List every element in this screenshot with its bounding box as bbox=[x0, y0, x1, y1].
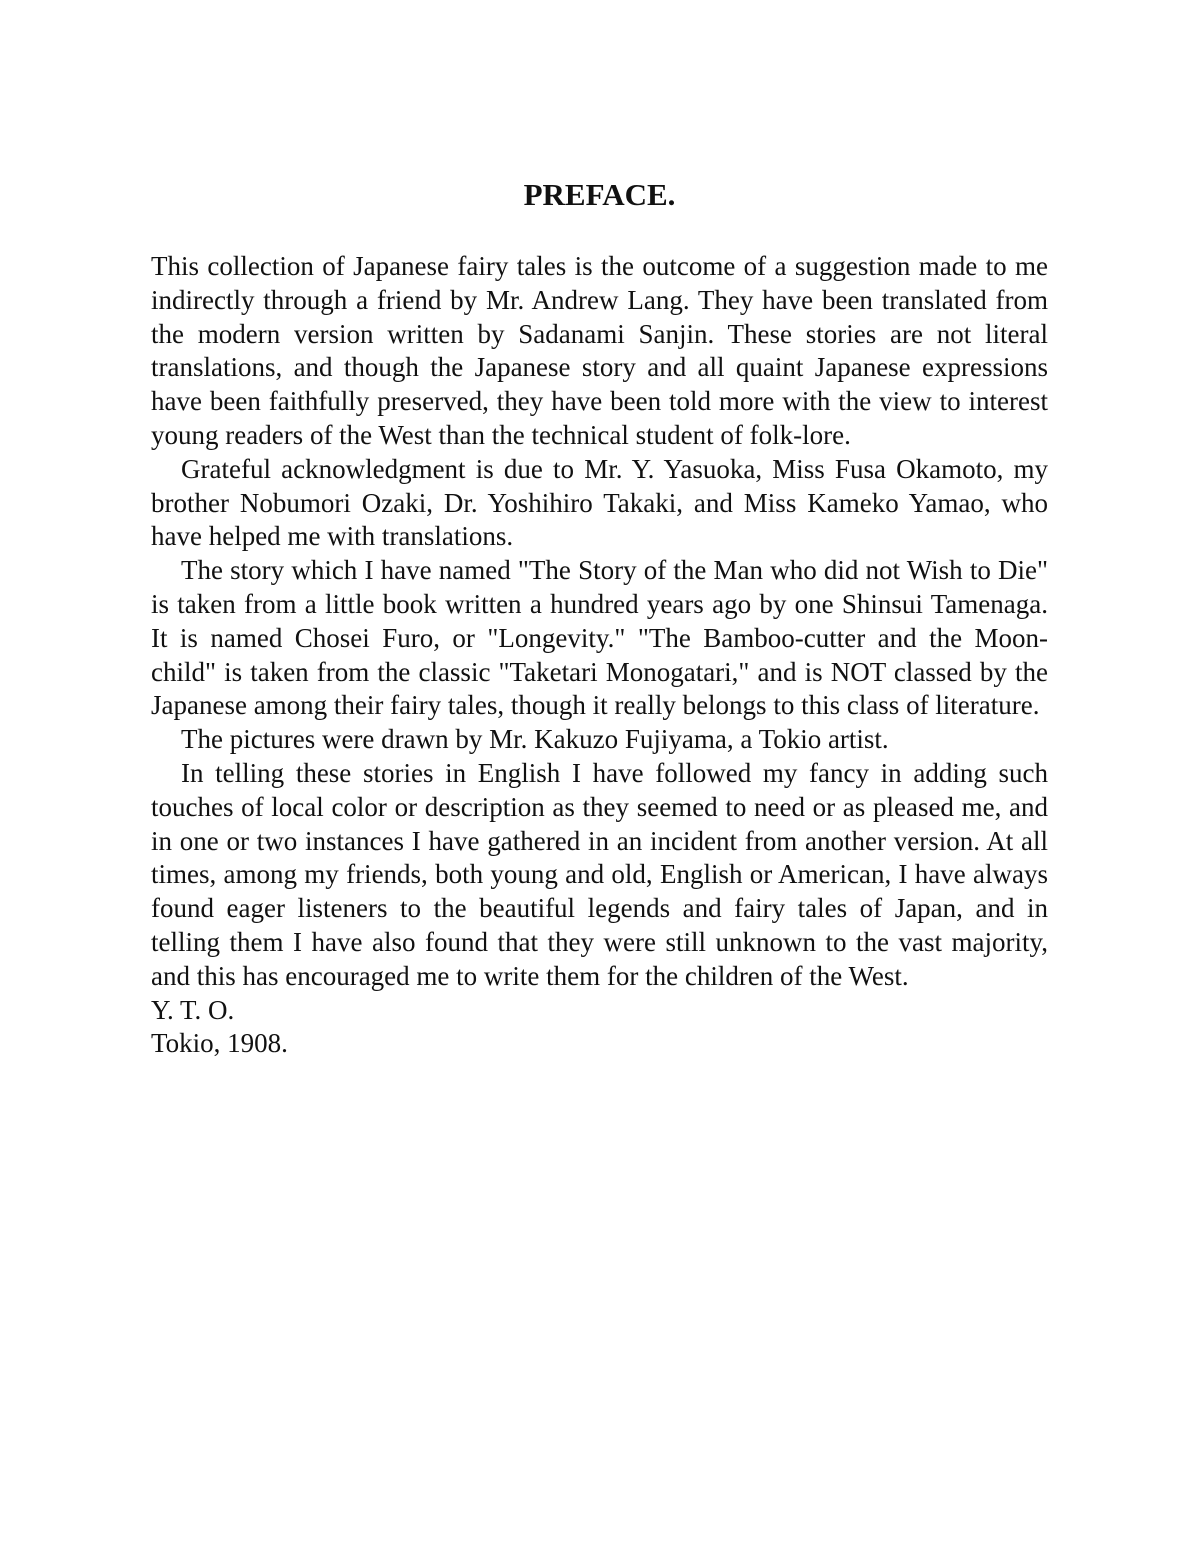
paragraph-intro: This collection of Japanese fairy tales is the outcome of a suggestion made to me indirectly through a friend by Mr. Andrew Lang. They have been translated from the modern version written by Sadanami Sanjin. These stories are not literal translations, and though the Japanese story and all quaint Japanese expressions have been faithfully preserved, they have been told more with the view to interest young readers of the West than the technical student of folk-lore. bbox=[151, 251, 1048, 450]
page-title: PREFACE. bbox=[523, 177, 676, 212]
document-page bbox=[151, 172, 1048, 1061]
paragraph-acknowledgment: Grateful acknowledgment is due to Mr. Y. Yasuoka, Miss Fusa Okamoto, my brother Nobumori Ozaki, Dr. Yoshihiro Takaki, and Miss Kameko Yamao, who have helped me with translations. bbox=[151, 453, 1048, 552]
place-date: Tokio, 1908. bbox=[151, 1028, 288, 1059]
paragraph-telling: In telling these stories in English I have followed my fancy in adding such touches of local color or description as they seemed to need or as pleased me, and in one or two instances I have gathered in an incident from another version. At all times, among my friends, both young and old, English or American, I have always found eager listeners to the beautiful legends and fairy tales of Japan, and in telling them I have also found that they were still unknown to the vast majority, and this has encouraged me to write them for the children of the West. bbox=[151, 757, 1048, 991]
signature: Y. T. O. bbox=[151, 994, 235, 1025]
paragraph-sources: The story which I have named "The Story of the Man who did not Wish to Die" is taken from a little book written a hundred years ago by one Shinsui Tamenaga. It is named Chosei Furo, or "Longevity." "The Bamboo-cutter and the Moon-child" is taken from the classic "Taketari Monogatari," and is NOT classed by the Japanese among their fairy tales, though it really belongs to this class of literature. bbox=[151, 555, 1048, 721]
paragraph-pictures: The pictures were drawn by Mr. Kakuzo Fujiyama, a Tokio artist. bbox=[181, 724, 889, 755]
